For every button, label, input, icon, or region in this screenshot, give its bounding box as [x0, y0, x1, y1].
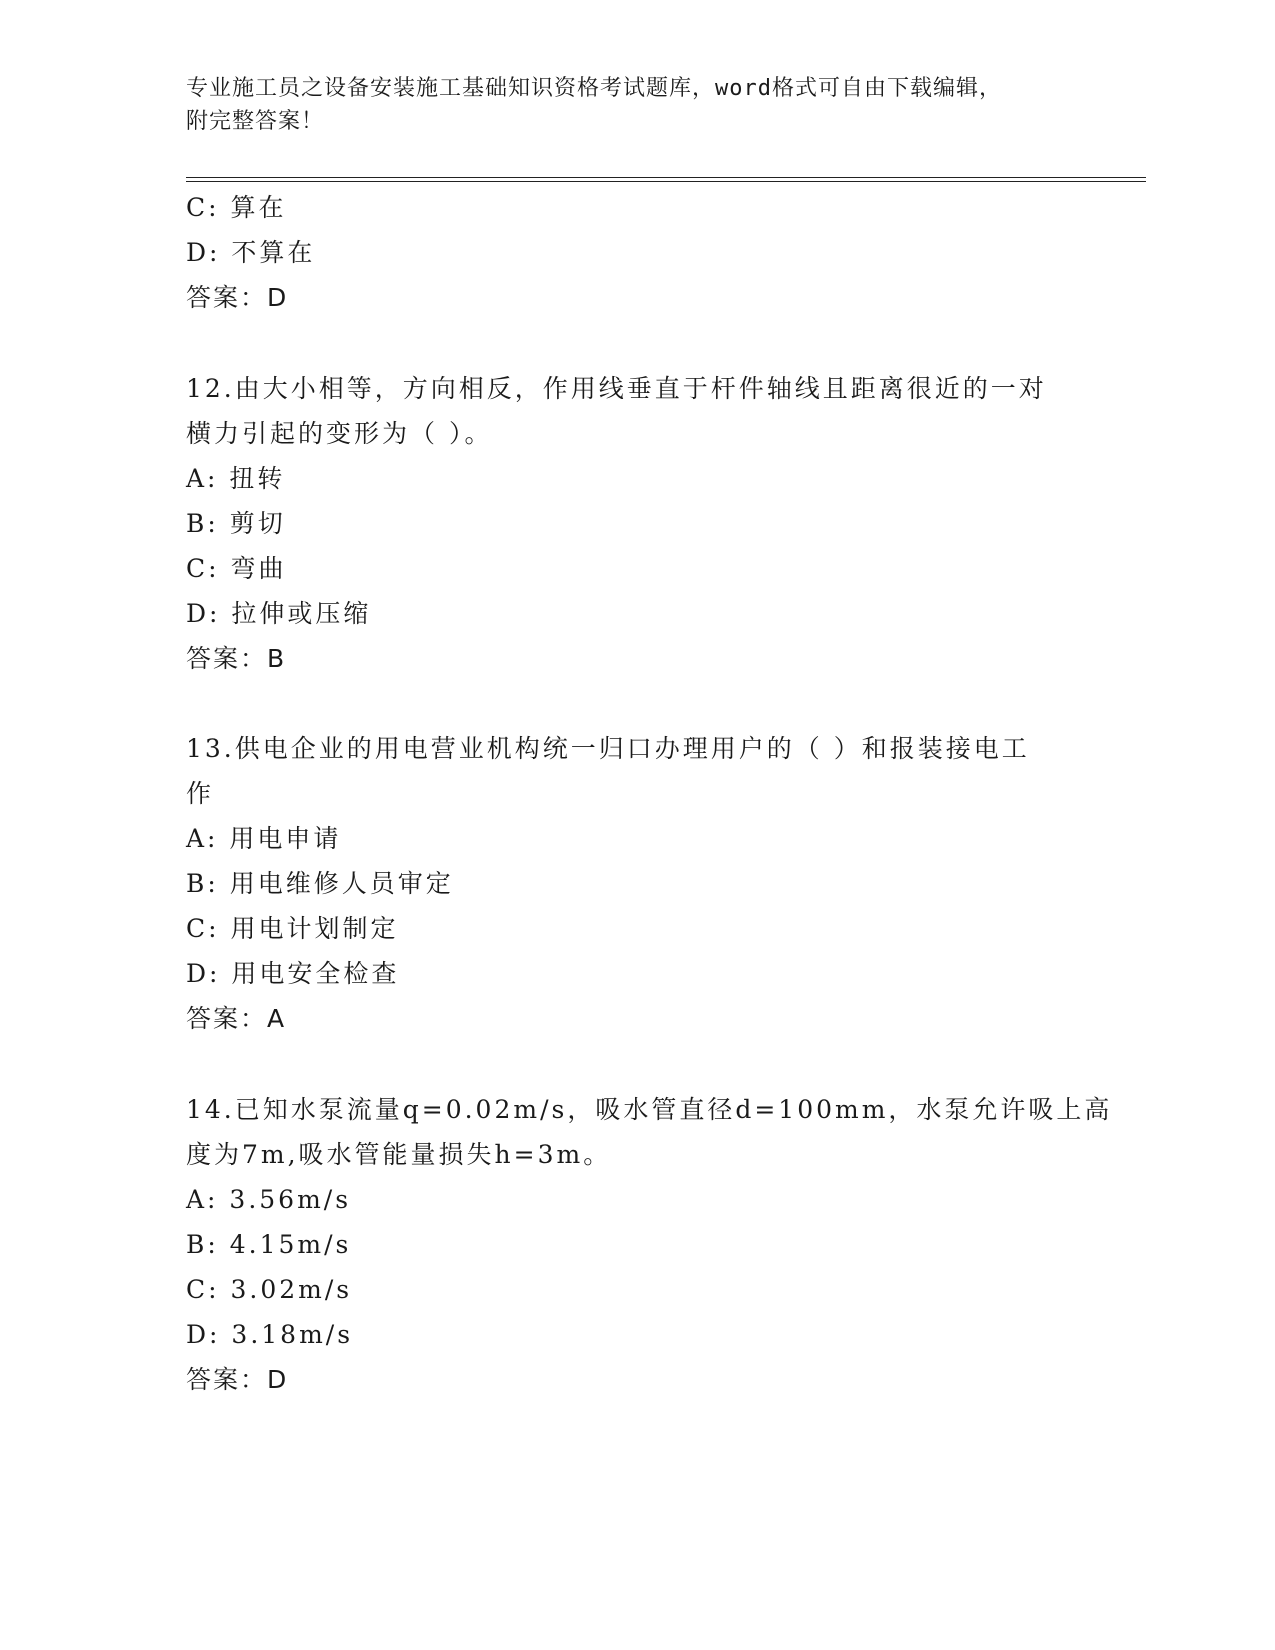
- option-d: D: 用电安全检查: [186, 959, 400, 988]
- header-divider-top: [186, 177, 1146, 178]
- question-stem: 13.供电企业的用电营业机构统一归口办理用户的（ ）和报装接电工: [186, 734, 1030, 763]
- option-b: B: 剪切: [186, 509, 286, 538]
- option-a: A: 扭转: [186, 464, 286, 493]
- option-c: C: 弯曲: [186, 554, 287, 583]
- option-b: B: 用电维修人员审定: [186, 869, 454, 898]
- answer-line: 答案：D: [186, 283, 289, 312]
- answer-line: 答案：A: [186, 1004, 287, 1033]
- question-stem: 12.由大小相等，方向相反，作用线垂直于杆件轴线且距离很近的一对: [186, 374, 1047, 403]
- option-d: D: 3.18m/s: [186, 1320, 354, 1349]
- option-c: C: 用电计划制定: [186, 914, 399, 943]
- option-a: A: 3.56m/s: [186, 1185, 352, 1214]
- option-c: C: 3.02m/s: [186, 1275, 353, 1304]
- option-a: A: 用电申请: [186, 824, 342, 853]
- question-stem: 度为7m,吸水管能量损失h=3m。: [186, 1140, 612, 1169]
- document-header: [186, 72, 1086, 138]
- header-divider-bottom: [186, 181, 1146, 182]
- answer-line: 答案：D: [186, 1365, 289, 1394]
- header-line-2: 附完整答案！: [186, 109, 325, 134]
- option-d: D: 不算在: [186, 238, 316, 267]
- question-stem: 14.已知水泵流量q=0.02m/s，吸水管直径d=100mm，水泵允许吸上高: [186, 1095, 1113, 1124]
- option-b: B: 4.15m/s: [186, 1230, 352, 1259]
- header-line-1: 专业施工员之设备安装施工基础知识资格考试题库，word格式可自由下载编辑，: [186, 76, 1002, 101]
- question-stem: 作: [186, 779, 215, 808]
- question-stem: 横力引起的变形为（ ）。: [186, 419, 493, 448]
- option-c: C: 算在: [186, 193, 287, 222]
- option-d: D: 拉伸或压缩: [186, 599, 372, 628]
- answer-line: 答案：B: [186, 644, 287, 673]
